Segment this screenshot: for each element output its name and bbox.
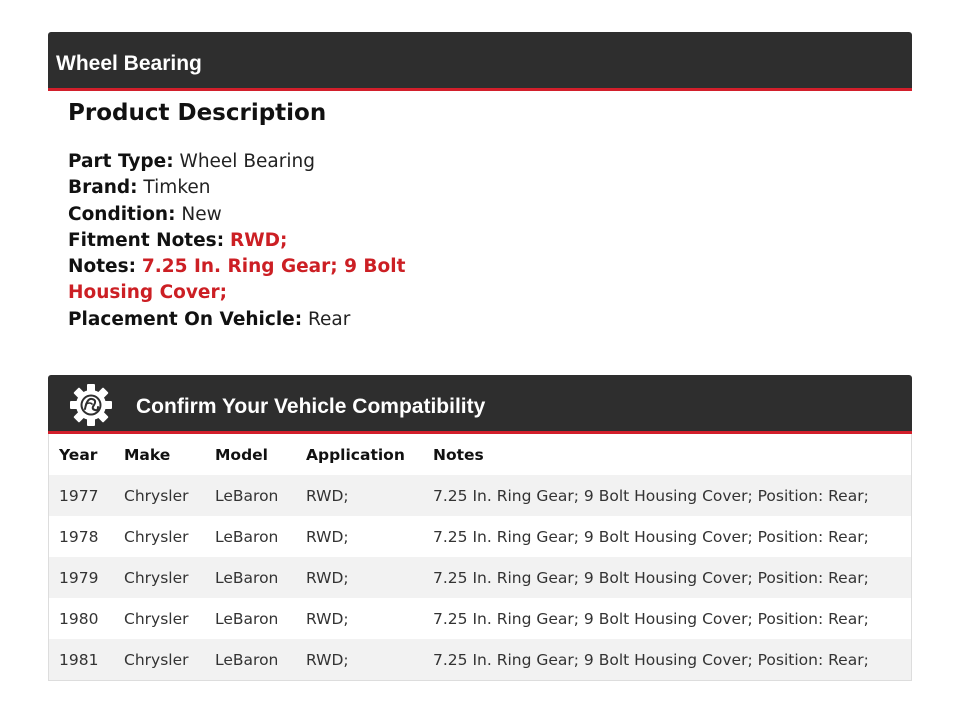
section-title: Product Description bbox=[68, 100, 327, 126]
table-row bbox=[49, 557, 911, 598]
cell-year: 1979 bbox=[49, 557, 114, 598]
spec-label: Part Type: bbox=[68, 151, 174, 172]
spec-brand bbox=[68, 175, 488, 201]
spec-value: Wheel Bearing bbox=[179, 151, 315, 172]
cell-application: RWD; bbox=[296, 598, 423, 639]
cell-year: 1981 bbox=[49, 639, 114, 680]
column-header-year: Year bbox=[49, 434, 114, 475]
cell-application: RWD; bbox=[296, 557, 423, 598]
product-header-bar bbox=[48, 32, 912, 91]
cell-notes: 7.25 In. Ring Gear; 9 Bolt Housing Cover; Position: Rear; bbox=[423, 639, 911, 680]
column-header-model: Model bbox=[205, 434, 296, 475]
cell-notes: 7.25 In. Ring Gear; 9 Bolt Housing Cover; Position: Rear; bbox=[423, 475, 911, 516]
cell-model: LeBaron bbox=[205, 475, 296, 516]
column-header-make: Make bbox=[114, 434, 205, 475]
product-description bbox=[68, 96, 488, 333]
cell-application: RWD; bbox=[296, 475, 423, 516]
spec-condition bbox=[68, 202, 488, 228]
cell-make: Chrysler bbox=[114, 639, 205, 680]
compatibility-title: Confirm Your Vehicle Compatibility bbox=[136, 395, 486, 418]
spec-label: Brand: bbox=[68, 177, 138, 199]
spec-list bbox=[68, 149, 488, 333]
cell-year: 1980 bbox=[49, 598, 114, 639]
spec-fitment-notes bbox=[68, 228, 488, 254]
spec-value: New bbox=[181, 203, 222, 225]
cell-year: 1977 bbox=[49, 475, 114, 516]
spec-part-type bbox=[68, 149, 488, 175]
spec-label: Notes: bbox=[68, 256, 136, 278]
table-row bbox=[49, 475, 911, 516]
table-row bbox=[49, 598, 911, 639]
spec-placement bbox=[68, 307, 488, 333]
cell-model: LeBaron bbox=[205, 557, 296, 598]
compatibility-header-bar bbox=[48, 375, 912, 434]
cell-make: Chrysler bbox=[114, 598, 205, 639]
cell-make: Chrysler bbox=[114, 557, 205, 598]
spec-value: 7.25 In. Ring Gear; 9 Bolt Housing Cover; bbox=[68, 256, 406, 304]
spec-value: Rear bbox=[308, 308, 351, 330]
cell-notes: 7.25 In. Ring Gear; 9 Bolt Housing Cover; Position: Rear; bbox=[423, 516, 911, 557]
cell-year: 1978 bbox=[49, 516, 114, 557]
spec-value: Timken bbox=[143, 177, 211, 199]
cell-application: RWD; bbox=[296, 639, 423, 680]
column-header-application: Application bbox=[296, 434, 423, 475]
cell-model: LeBaron bbox=[205, 516, 296, 557]
compatibility-table bbox=[48, 434, 912, 681]
spec-value: RWD; bbox=[229, 229, 288, 251]
cell-notes: 7.25 In. Ring Gear; 9 Bolt Housing Cover; Position: Rear; bbox=[423, 557, 911, 598]
spec-label: Condition: bbox=[68, 203, 176, 225]
cell-notes: 7.25 In. Ring Gear; 9 Bolt Housing Cover; Position: Rear; bbox=[423, 598, 911, 639]
table-row bbox=[49, 639, 911, 680]
table-row bbox=[49, 516, 911, 557]
table-header-row bbox=[49, 434, 911, 475]
cell-application: RWD; bbox=[296, 516, 423, 557]
cell-model: LeBaron bbox=[205, 598, 296, 639]
gear-icon bbox=[70, 384, 112, 426]
cell-make: Chrysler bbox=[114, 516, 205, 557]
spec-label: Placement On Vehicle: bbox=[68, 308, 303, 330]
cell-make: Chrysler bbox=[114, 475, 205, 516]
product-title: Wheel Bearing bbox=[56, 52, 202, 75]
cell-model: LeBaron bbox=[205, 639, 296, 680]
column-header-notes: Notes bbox=[423, 434, 911, 475]
spec-notes bbox=[68, 254, 488, 307]
spec-label: Fitment Notes: bbox=[68, 229, 225, 251]
